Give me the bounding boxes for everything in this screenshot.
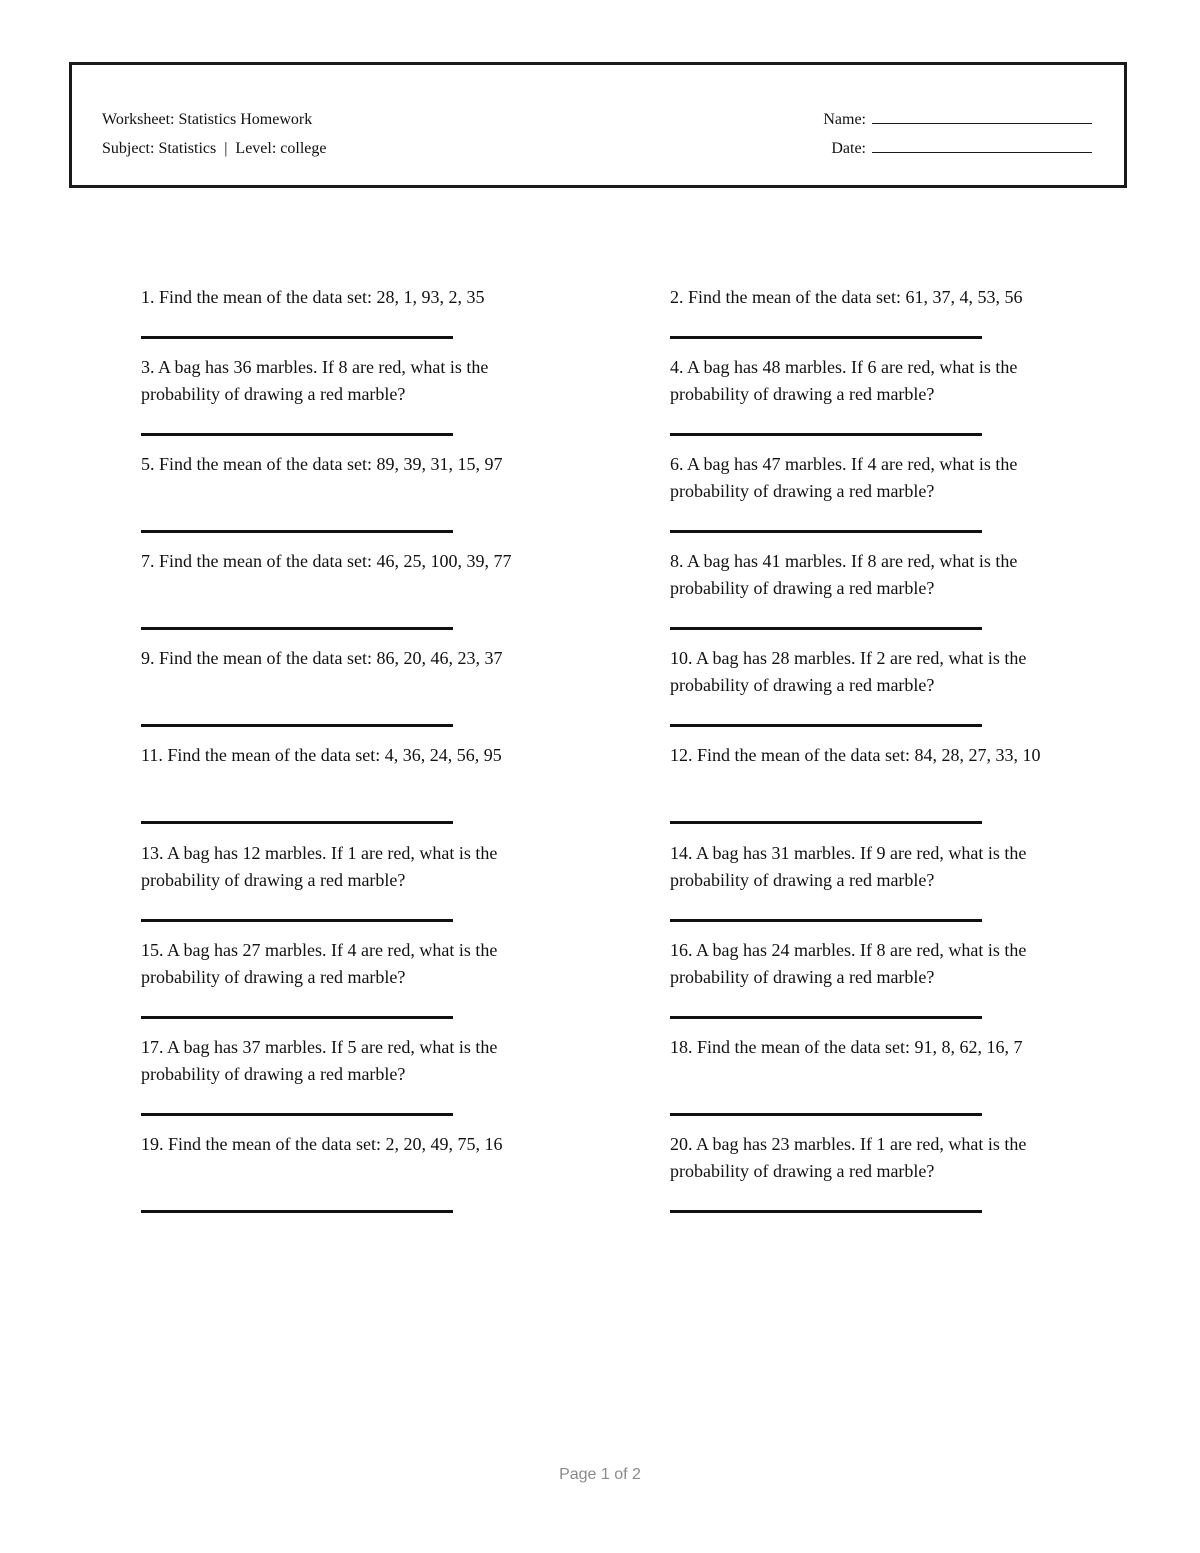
question-16: 16. A bag has 24 marbles. If 8 are red, what is the probability of drawing a red marble? (670, 940, 1027, 987)
answer-line-5[interactable] (141, 530, 453, 533)
answer-line-20[interactable] (670, 1210, 982, 1213)
question-4: 4. A bag has 48 marbles. If 6 are red, what is the probability of drawing a red marble? (670, 357, 1018, 404)
name-field-row (823, 105, 1092, 134)
header-fields (823, 105, 1092, 163)
answer-line-6[interactable] (670, 530, 982, 533)
answer-line-13[interactable] (141, 919, 453, 922)
page-number: Page 1 of 2 (559, 1466, 641, 1483)
subject-text: Subject: Statistics (102, 140, 217, 157)
question-19: 19. Find the mean of the data set: 2, 20, 49, 75, 16 (141, 1134, 503, 1154)
question-8: 8. A bag has 41 marbles. If 8 are red, what is the probability of drawing a red marble? (670, 551, 1018, 598)
answer-line-17[interactable] (141, 1113, 453, 1116)
question-7: 7. Find the mean of the data set: 46, 25, 100, 39, 77 (141, 551, 512, 571)
question-6: 6. A bag has 47 marbles. If 4 are red, what is the probability of drawing a red marble? (670, 454, 1018, 501)
question-13: 13. A bag has 12 marbles. If 1 are red, what is the probability of drawing a red marble? (141, 843, 498, 890)
subject-level-row (102, 134, 326, 163)
answer-line-19[interactable] (141, 1210, 453, 1213)
question-2: 2. Find the mean of the data set: 61, 37, 4, 53, 56 (670, 287, 1023, 307)
date-field-row (823, 134, 1092, 163)
answer-line-8[interactable] (670, 627, 982, 630)
name-label: Name: (823, 111, 866, 128)
answer-line-16[interactable] (670, 1016, 982, 1019)
level-text: Level: college (235, 140, 327, 157)
question-14: 14. A bag has 31 marbles. If 9 are red, what is the probability of drawing a red marble? (670, 843, 1027, 890)
answer-line-3[interactable] (141, 433, 453, 436)
question-9: 9. Find the mean of the data set: 86, 20, 46, 23, 37 (141, 648, 503, 668)
answer-line-1[interactable] (141, 336, 453, 339)
answer-line-4[interactable] (670, 433, 982, 436)
question-12: 12. Find the mean of the data set: 84, 28, 27, 33, 10 (670, 745, 1041, 765)
date-label: Date: (831, 140, 866, 157)
question-20: 20. A bag has 23 marbles. If 1 are red, what is the probability of drawing a red marble? (670, 1134, 1027, 1181)
answer-line-11[interactable] (141, 821, 453, 824)
question-18: 18. Find the mean of the data set: 91, 8, 62, 16, 7 (670, 1037, 1023, 1057)
date-blank-line[interactable] (872, 151, 1092, 153)
answer-line-2[interactable] (670, 336, 982, 339)
answer-line-12[interactable] (670, 821, 982, 824)
answer-line-9[interactable] (141, 724, 453, 727)
question-5: 5. Find the mean of the data set: 89, 39, 31, 15, 97 (141, 454, 503, 474)
question-17: 17. A bag has 37 marbles. If 5 are red, what is the probability of drawing a red marble? (141, 1037, 498, 1084)
separator: | (224, 140, 228, 157)
answer-line-14[interactable] (670, 919, 982, 922)
worksheet-header (69, 62, 1127, 188)
answer-line-10[interactable] (670, 724, 982, 727)
question-10: 10. A bag has 28 marbles. If 2 are red, what is the probability of drawing a red marble? (670, 648, 1027, 695)
worksheet-title: Worksheet: Statistics Homework (102, 111, 313, 128)
answer-line-18[interactable] (670, 1113, 982, 1116)
question-3: 3. A bag has 36 marbles. If 8 are red, what is the probability of drawing a red marble? (141, 357, 489, 404)
name-blank-line[interactable] (872, 122, 1092, 124)
question-15: 15. A bag has 27 marbles. If 4 are red, what is the probability of drawing a red marble? (141, 940, 498, 987)
answer-line-7[interactable] (141, 627, 453, 630)
header-info (102, 105, 326, 163)
question-11: 11. Find the mean of the data set: 4, 36, 24, 56, 95 (141, 745, 502, 765)
answer-line-15[interactable] (141, 1016, 453, 1019)
question-1: 1. Find the mean of the data set: 28, 1, 93, 2, 35 (141, 287, 485, 307)
